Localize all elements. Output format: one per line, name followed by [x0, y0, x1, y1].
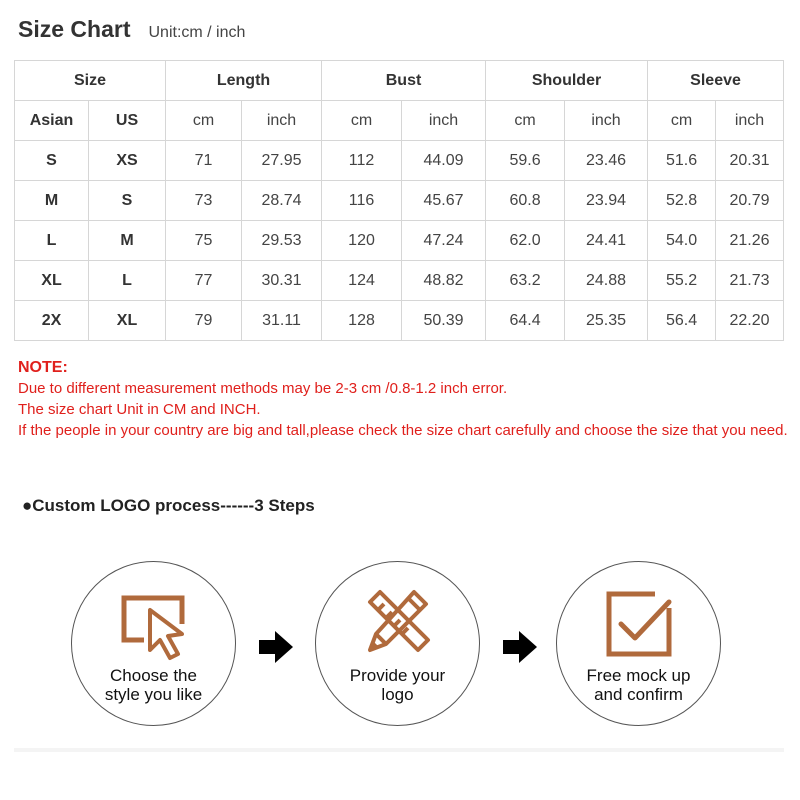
checkbox-check-icon: [597, 584, 679, 662]
step-label-line: Free mock up: [586, 666, 691, 685]
group-header-sleeve: Sleeve: [648, 61, 784, 101]
subheader-cell: cm: [648, 101, 716, 141]
table-cell: 44.09: [402, 141, 486, 181]
table-cell: 73: [166, 181, 242, 221]
note-line: If the people in your country are big and tall,please check the size chart carefully and choose the size that you need.: [18, 422, 788, 439]
subheader-cell: inch: [716, 101, 784, 141]
table-cell: 56.4: [648, 301, 716, 341]
group-header-shoulder: Shoulder: [486, 61, 648, 101]
arrow-right-icon: [257, 628, 295, 666]
table-cell: 59.6: [486, 141, 565, 181]
subheader-cell: inch: [402, 101, 486, 141]
subheader-row: [15, 101, 784, 141]
table-cell: 24.41: [565, 221, 648, 261]
subheader-cell: inch: [565, 101, 648, 141]
table-cell: 60.8: [486, 181, 565, 221]
logo-process-heading: ●Custom LOGO process------3 Steps: [22, 496, 315, 515]
table-cell: 28.74: [242, 181, 322, 221]
cursor-select-icon: [112, 584, 194, 662]
table-cell: 45.67: [402, 181, 486, 221]
step-label-line: logo: [381, 685, 414, 704]
group-header-size: Size: [15, 61, 166, 101]
table-cell: 54.0: [648, 221, 716, 261]
table-cell: 25.35: [565, 301, 648, 341]
step-label: [72, 666, 235, 704]
step-label: [316, 666, 479, 704]
table-row: [15, 181, 784, 221]
header: [18, 16, 245, 43]
logo-process-steps: [0, 555, 800, 755]
table-cell: XL: [89, 301, 166, 341]
table-cell: 27.95: [242, 141, 322, 181]
table-cell: 21.73: [716, 261, 784, 301]
arrow-right-icon: [501, 628, 539, 666]
step-label-line: style you like: [104, 685, 203, 704]
table-cell: 71: [166, 141, 242, 181]
table-row: [15, 221, 784, 261]
table-cell: 21.26: [716, 221, 784, 261]
table-cell: 63.2: [486, 261, 565, 301]
table-cell: 24.88: [565, 261, 648, 301]
subheader-cell: cm: [322, 101, 402, 141]
table-cell: 64.4: [486, 301, 565, 341]
step-label-line: Provide your: [349, 666, 446, 685]
group-header-row: [15, 61, 784, 101]
table-row: [15, 141, 784, 181]
step-provide-logo: [315, 561, 480, 726]
subheader-cell: inch: [242, 101, 322, 141]
table-cell: M: [89, 221, 166, 261]
subheader-cell: Asian: [15, 101, 89, 141]
table-cell: M: [15, 181, 89, 221]
table-cell: 23.46: [565, 141, 648, 181]
step-mock-up: [556, 561, 721, 726]
table-cell: 124: [322, 261, 402, 301]
table-cell: 2X: [15, 301, 89, 341]
table-cell: 79: [166, 301, 242, 341]
table-cell: XL: [15, 261, 89, 301]
table-cell: 50.39: [402, 301, 486, 341]
table-cell: 47.24: [402, 221, 486, 261]
table-cell: 120: [322, 221, 402, 261]
note-line: The size chart Unit in CM and INCH.: [18, 401, 261, 418]
step-choose-style: [71, 561, 236, 726]
subheader-cell: cm: [486, 101, 565, 141]
step-label: [557, 666, 720, 704]
table-cell: 23.94: [565, 181, 648, 221]
table-cell: S: [15, 141, 89, 181]
subheader-cell: US: [89, 101, 166, 141]
table-cell: 62.0: [486, 221, 565, 261]
table-cell: 52.8: [648, 181, 716, 221]
table-cell: 128: [322, 301, 402, 341]
group-header-length: Length: [166, 61, 322, 101]
table-cell: L: [15, 221, 89, 261]
table-row: [15, 261, 784, 301]
table-cell: 31.11: [242, 301, 322, 341]
table-row: [15, 301, 784, 341]
table-cell: 51.6: [648, 141, 716, 181]
pencil-ruler-icon: [356, 584, 438, 662]
table-cell: 55.2: [648, 261, 716, 301]
table-cell: 75: [166, 221, 242, 261]
unit-label: Unit:cm / inch: [148, 24, 246, 41]
table-cell: 77: [166, 261, 242, 301]
table-cell: 112: [322, 141, 402, 181]
group-header-bust: Bust: [322, 61, 486, 101]
step-label-line: and confirm: [594, 685, 683, 704]
table-cell: XS: [89, 141, 166, 181]
table-cell: 29.53: [242, 221, 322, 261]
note-title: NOTE:: [18, 359, 68, 376]
step-label-line: Choose the: [110, 666, 197, 685]
note-section: [18, 357, 788, 441]
table-cell: 30.31: [242, 261, 322, 301]
table-cell: L: [89, 261, 166, 301]
size-chart-table: [14, 60, 784, 341]
table-cell: 22.20: [716, 301, 784, 341]
note-line: Due to different measurement methods may be 2-3 cm /0.8-1.2 inch error.: [18, 380, 508, 397]
bottom-divider: [14, 748, 784, 752]
table-cell: S: [89, 181, 166, 221]
subheader-cell: cm: [166, 101, 242, 141]
table-cell: 20.31: [716, 141, 784, 181]
table-cell: 116: [322, 181, 402, 221]
table-cell: 48.82: [402, 261, 486, 301]
page-title: Size Chart: [18, 16, 131, 42]
table-cell: 20.79: [716, 181, 784, 221]
